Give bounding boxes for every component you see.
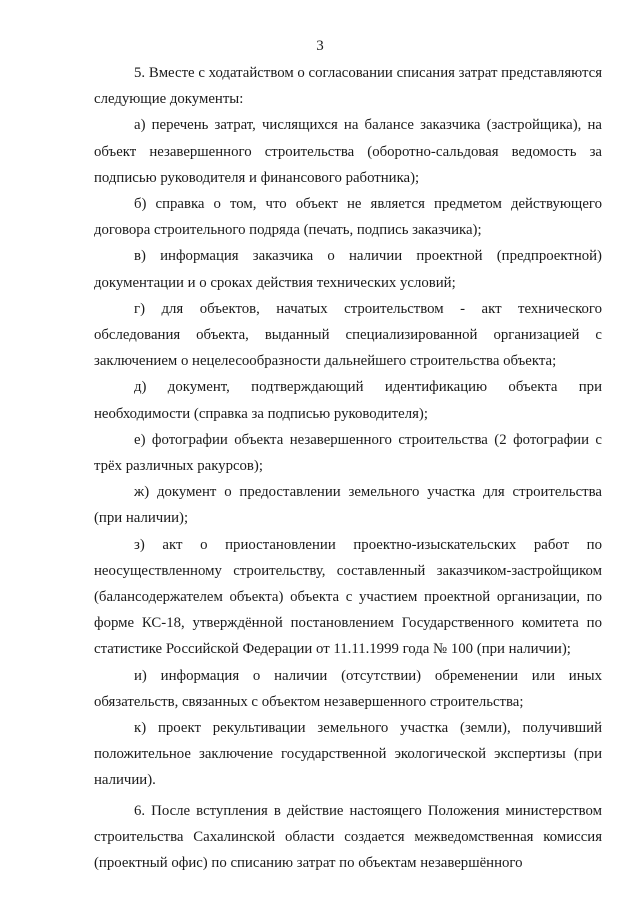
item-k: к) проект рекультивации земельного участка (земли), получивший положительное заключение государственной экологической экспертизы (при наличии). (94, 720, 602, 789)
item-zh: ж) документ о предоставлении земельного участка для строительства (при наличии); (94, 484, 602, 527)
item-g: г) для объектов, начатых строительством - акт технического обследования объекта, выданный специализированной организацией с заключением о нецелесообразности дальнейшего строительства объекта; (94, 300, 602, 370)
item-z: з) акт о приостановлении проектно-изыскательских работ по неосуществленному строительству, составленный заказчиком-застройщиком (балансодержателем объекта) объекта с участием проектной организации, по форме КС-18, утверждённой постановлением Государственного комитета по статистике Российской Федерации от 11.11.1999 года № 100 (при наличии); (94, 536, 602, 658)
item-i: и) информация о наличии (отсутствии) обременении или иных обязательств, связанных с объектом незавершенного строительства; (94, 667, 602, 710)
item-a: а) перечень затрат, числящихся на балансе заказчика (застройщика), на объект незавершенного строительства (оборотно-сальдовая ведомость за подписью руководителя и финансового работника); (94, 117, 602, 186)
document-body (94, 60, 602, 876)
item-d: д) документ, подтверждающий идентификацию объекта при необходимости (справка за подписью руководителя); (94, 379, 602, 422)
page-number: 3 (316, 38, 324, 54)
item-b: б) справка о том, что объект не является предметом действующего договора строительного подряда (печать, подпись заказчика); (94, 196, 602, 239)
item-v: в) информация заказчика о наличии проектной (предпроектной) документации и о сроках действия технических условий; (94, 248, 602, 291)
paragraph-6: 6. После вступления в действие настоящего Положения министерством строительства Сахалинской области создается межведомственная комиссия (проектный офис) по списанию затрат по объектам незавершённого (94, 802, 602, 872)
item-e: е) фотографии объекта незавершенного строительства (2 фотографии с трёх различных ракурсов); (94, 431, 602, 475)
paragraph-5: 5. Вместе с ходатайством о согласовании списания затрат представляются следующие документы: (94, 65, 602, 108)
